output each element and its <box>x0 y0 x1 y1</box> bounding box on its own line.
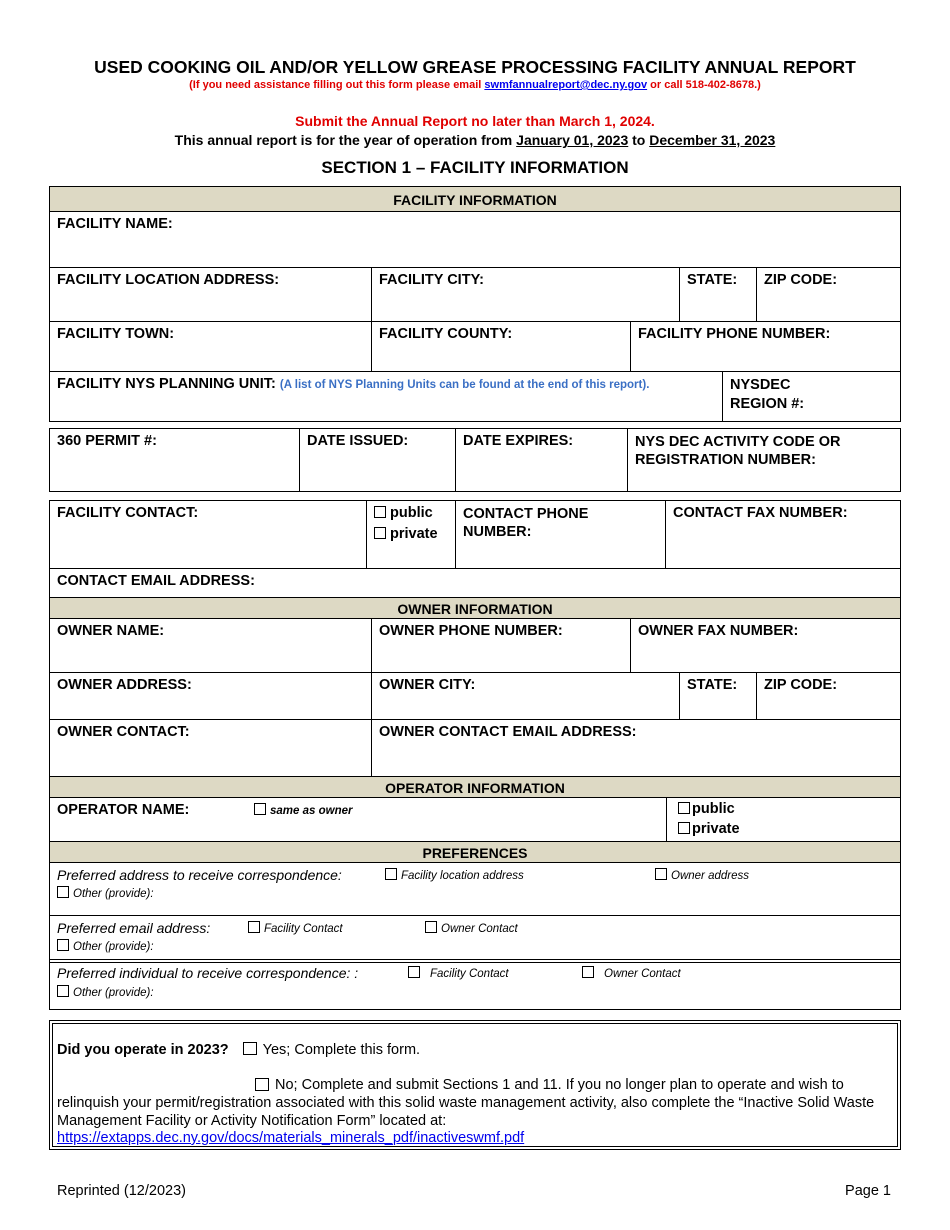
owner-name-field[interactable]: OWNER NAME: <box>49 618 372 673</box>
nysdec-region-field[interactable]: NYSDEC REGION #: <box>730 377 805 412</box>
pref-individual-other-option[interactable]: Other (provide): <box>57 985 154 999</box>
pref-individual-label: Preferred individual to receive correspondence: : <box>57 965 359 981</box>
facility-state-field[interactable]: STATE: <box>679 267 757 322</box>
owner-info-band: OWNER INFORMATION <box>49 597 901 619</box>
operation-yes-option[interactable]: Yes; Complete this form. <box>243 1042 420 1058</box>
facility-phone-field[interactable]: FACILITY PHONE NUMBER: <box>630 321 901 372</box>
owner-city-field[interactable]: OWNER CITY: <box>371 672 680 720</box>
operator-type-options <box>666 797 901 842</box>
individual-facility-contact-checkbox[interactable] <box>408 966 420 978</box>
assistance-email-link[interactable]: swmfannualreport@dec.ny.gov <box>484 79 648 91</box>
owner-state-field[interactable]: STATE: <box>679 672 757 720</box>
pref-address-facility-option[interactable]: Facility location address <box>385 868 524 882</box>
year-end: December 31, 2023 <box>649 132 776 148</box>
facility-town-field[interactable]: FACILITY TOWN: <box>49 321 372 372</box>
preferences-divider-2 <box>49 959 901 960</box>
date-issued-field[interactable]: DATE ISSUED: <box>299 428 456 492</box>
owner-contact-field[interactable]: OWNER CONTACT: <box>49 719 372 777</box>
contact-phone-field[interactable]: CONTACT PHONE NUMBER: <box>455 500 666 569</box>
facility-name-field[interactable]: FACILITY NAME: <box>49 211 901 268</box>
reprinted-date: Reprinted (12/2023) <box>57 1183 186 1199</box>
facility-planning-unit-field[interactable]: FACILITY NYS PLANNING UNIT: (A list of NYS Planning Units can be found at the end of this report). <box>49 371 723 422</box>
facility-location-address-field[interactable]: FACILITY LOCATION ADDRESS: <box>49 267 372 322</box>
contact-private-option[interactable]: private <box>374 524 447 545</box>
email-facility-contact-checkbox[interactable] <box>248 921 260 933</box>
facility-county-field[interactable]: FACILITY COUNTY: <box>371 321 631 372</box>
pref-address-label: Preferred address to receive correspondence: <box>57 867 342 883</box>
contact-email-field[interactable]: CONTACT EMAIL ADDRESS: <box>49 568 901 598</box>
operation-yes-checkbox[interactable] <box>243 1042 257 1055</box>
contact-public-option[interactable]: public <box>374 503 447 524</box>
preferences-band: PREFERENCES <box>49 841 901 863</box>
operator-private-checkbox[interactable] <box>678 822 690 834</box>
operation-no-option[interactable]: No; Complete and submit Sections 1 and 11. If you no longer plan to operate and wish to relinquish your permit/registration associated with this solid waste management activity, also complete the “Inactive Solid Waste Management Facility or Activity Notification Form” located at: <box>57 1077 875 1129</box>
owner-contact-email-field[interactable]: OWNER CONTACT EMAIL ADDRESS: <box>371 719 901 777</box>
planning-unit-note: (A list of NYS Planning Units can be found at the end of this report). <box>279 379 650 391</box>
report-year-line: This annual report is for the year of operation from January 01, 2023 to December 31, 2023 <box>174 132 776 148</box>
activity-code-field[interactable]: NYS DEC ACTIVITY CODE OR REGISTRATION NUMBER: <box>635 434 841 468</box>
permit-number-field[interactable]: 360 PERMIT #: <box>49 428 300 492</box>
operator-name-field[interactable]: OPERATOR NAME: same as owner <box>49 797 667 842</box>
facility-contact-field[interactable]: FACILITY CONTACT: <box>49 500 367 569</box>
owner-fax-field[interactable]: OWNER FAX NUMBER: <box>630 618 901 673</box>
pref-address-other-option[interactable]: Other (provide): <box>57 886 154 900</box>
individual-owner-contact-checkbox[interactable] <box>582 966 594 978</box>
operation-question: Did you operate in 2023? <box>57 1042 229 1058</box>
private-checkbox[interactable] <box>374 527 386 539</box>
public-checkbox[interactable] <box>374 506 386 518</box>
email-owner-contact-checkbox[interactable] <box>425 921 437 933</box>
preferences-divider-3 <box>49 962 901 963</box>
email-other-checkbox[interactable] <box>57 939 69 951</box>
page-number: Page 1 <box>845 1183 891 1199</box>
pref-address-owner-option[interactable]: Owner address <box>655 868 749 882</box>
same-as-owner-checkbox[interactable] <box>254 803 266 815</box>
individual-other-checkbox[interactable] <box>57 985 69 997</box>
pref-email-facility-option[interactable]: Facility Contact <box>248 921 343 935</box>
inactive-form-link[interactable]: https://extapps.dec.ny.gov/docs/materials_minerals_pdf/inactiveswmf.pdf <box>57 1130 525 1146</box>
contact-fax-field[interactable]: CONTACT FAX NUMBER: <box>665 500 901 569</box>
submit-deadline: Submit the Annual Report no later than March 1, 2024. <box>295 113 655 129</box>
facility-zip-field[interactable]: ZIP CODE: <box>756 267 901 322</box>
year-start: January 01, 2023 <box>516 132 629 148</box>
operator-private-option[interactable]: private <box>678 819 893 839</box>
pref-individual-owner-option[interactable]: Owner Contact <box>582 966 681 980</box>
owner-zip-field[interactable]: ZIP CODE: <box>756 672 901 720</box>
pref-email-other-option[interactable]: Other (provide): <box>57 939 154 953</box>
preferences-divider-1 <box>49 915 901 916</box>
contact-type-options <box>366 500 456 569</box>
pref-email-owner-option[interactable]: Owner Contact <box>425 921 518 935</box>
operation-question-row <box>57 1042 420 1058</box>
address-other-checkbox[interactable] <box>57 886 69 898</box>
owner-address-field[interactable]: OWNER ADDRESS: <box>49 672 372 720</box>
assistance-note: (If you need assistance filling out this form please email swmfannualreport@dec.ny.gov or call 518-402-8678.) <box>189 79 761 91</box>
owner-phone-field[interactable]: OWNER PHONE NUMBER: <box>371 618 631 673</box>
facility-city-field[interactable]: FACILITY CITY: <box>371 267 680 322</box>
pref-email-label: Preferred email address: <box>57 920 211 936</box>
form-title: USED COOKING OIL AND/OR YELLOW GREASE PROCESSING FACILITY ANNUAL REPORT <box>94 57 856 77</box>
operator-public-checkbox[interactable] <box>678 802 690 814</box>
facility-location-address-checkbox[interactable] <box>385 868 397 880</box>
facility-info-band: FACILITY INFORMATION <box>49 186 901 212</box>
date-expires-field[interactable]: DATE EXPIRES: <box>455 428 628 492</box>
section-title: SECTION 1 – FACILITY INFORMATION <box>321 158 629 177</box>
owner-address-checkbox[interactable] <box>655 868 667 880</box>
pref-individual-facility-option[interactable]: Facility Contact <box>408 966 509 980</box>
operator-info-band: OPERATOR INFORMATION <box>49 776 901 798</box>
operator-public-option[interactable]: public <box>678 799 893 819</box>
same-as-owner-option[interactable]: same as owner <box>254 802 352 818</box>
